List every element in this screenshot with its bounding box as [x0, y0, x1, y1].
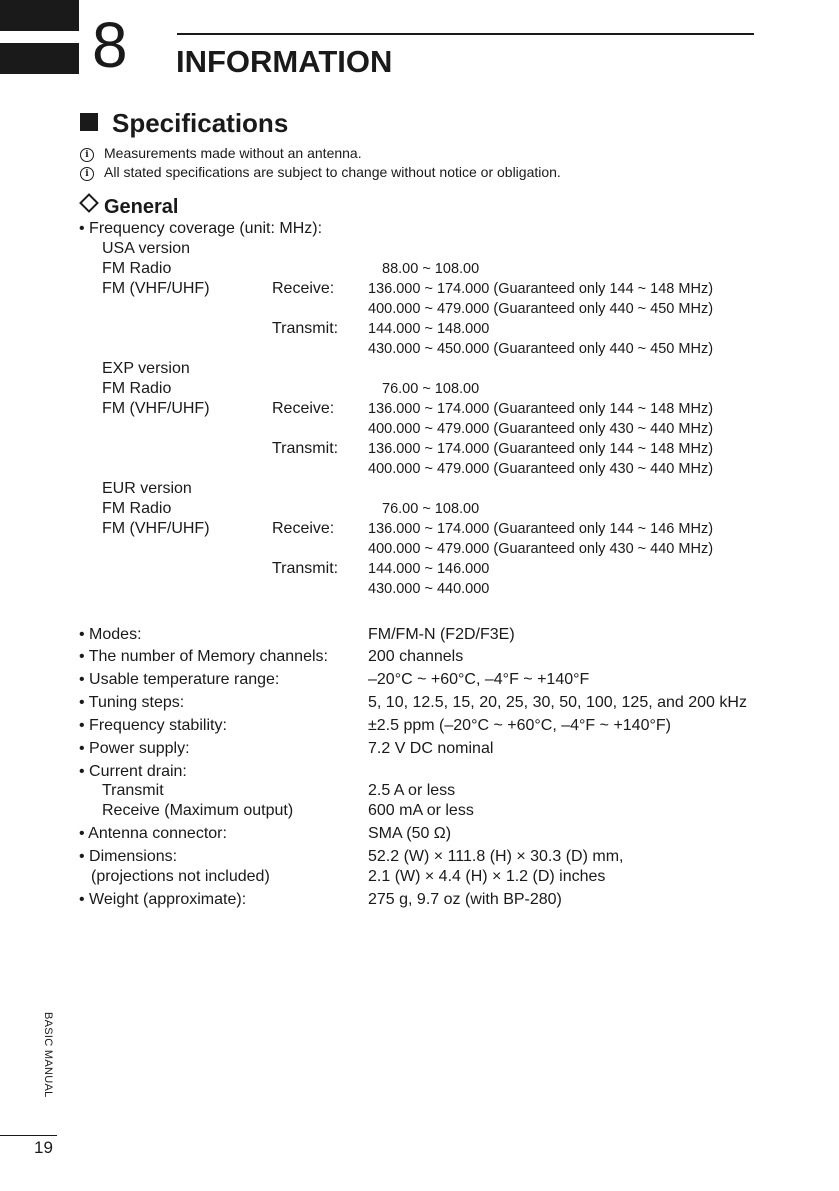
- eur-transmit-value-2: 430.000 ~ 440.000: [368, 581, 490, 597]
- side-manual-label: BASIC MANUAL: [42, 1012, 54, 1098]
- tab-block-top: [0, 0, 79, 31]
- power-supply-value: 7.2 V DC nominal: [368, 740, 494, 757]
- exp-receive-label: Receive:: [272, 400, 335, 417]
- dimensions-label: • Dimensions:: [79, 848, 178, 865]
- subsection-title-text: General: [104, 196, 179, 218]
- chapter-title: INFORMATION: [176, 44, 393, 79]
- eur-receive-value-2: 400.000 ~ 479.000 (Guaranteed only 430 ~ 440 MHz): [368, 541, 714, 557]
- tuning-steps-value: 5, 10, 12.5, 15, 20, 25, 30, 50, 100, 125, and 200 kHz: [368, 694, 747, 711]
- usa-fm-radio-value: 88.00 ~ 108.00: [382, 261, 480, 277]
- page-number: 19: [34, 1138, 53, 1157]
- antenna-connector-value: SMA (50 Ω): [368, 825, 452, 842]
- eur-receive-value-1: 136.000 ~ 174.000 (Guaranteed only 144 ~ 146 MHz): [368, 521, 714, 537]
- info-icon: i: [80, 167, 94, 181]
- usa-version-label: USA version: [102, 240, 191, 257]
- weight-value: 275 g, 9.7 oz (with BP-280): [368, 891, 562, 908]
- usa-receive-value-2: 400.000 ~ 479.000 (Guaranteed only 440 ~ 450 MHz): [368, 301, 714, 317]
- subsection-title: [80, 195, 178, 219]
- exp-transmit-value-2: 400.000 ~ 479.000 (Guaranteed only 430 ~ 440 MHz): [368, 461, 714, 477]
- title-rule: [177, 33, 754, 35]
- chapter-tab-marker: [0, 0, 79, 74]
- current-drain-receive-value: 600 mA or less: [368, 802, 474, 819]
- usa-vhf-uhf-label: FM (VHF/UHF): [102, 280, 210, 297]
- section-title-text: Specifications: [112, 108, 289, 138]
- temperature-range-value: –20°C ~ +60°C, –4°F ~ +140°F: [368, 671, 590, 688]
- antenna-connector-label: • Antenna connector:: [79, 825, 227, 842]
- page-number-rule: [0, 1135, 57, 1136]
- eur-fm-radio-label: FM Radio: [102, 500, 172, 517]
- note-text: Measurements made without an antenna.: [104, 145, 362, 161]
- frequency-stability-value: ±2.5 ppm (–20°C ~ +60°C, –4°F ~ +140°F): [368, 717, 671, 734]
- current-drain-receive-label: Receive (Maximum output): [102, 802, 294, 819]
- modes-value: FM/FM-N (F2D/F3E): [368, 626, 515, 643]
- usa-receive-value-1: 136.000 ~ 174.000 (Guaranteed only 144 ~ 148 MHz): [368, 281, 714, 297]
- usa-transmit-value-1: 144.000 ~ 148.000: [368, 321, 490, 337]
- dimensions-value-imperial: 2.1 (W) × 4.4 (H) × 1.2 (D) inches: [368, 868, 606, 885]
- current-drain-transmit-label: Transmit: [102, 782, 164, 799]
- diamond-icon: [79, 193, 99, 213]
- note-item: [80, 163, 561, 181]
- square-bullet-icon: [80, 113, 98, 131]
- eur-fm-radio-value: 76.00 ~ 108.00: [382, 501, 480, 517]
- modes-label: • Modes:: [79, 626, 142, 643]
- exp-receive-value-2: 400.000 ~ 479.000 (Guaranteed only 430 ~ 440 MHz): [368, 421, 714, 437]
- exp-version-label: EXP version: [102, 360, 190, 377]
- dimensions-value-metric: 52.2 (W) × 111.8 (H) × 30.3 (D) mm,: [368, 848, 624, 865]
- eur-vhf-uhf-label: FM (VHF/UHF): [102, 520, 210, 537]
- eur-transmit-label: Transmit:: [272, 560, 339, 577]
- current-drain-label: • Current drain:: [79, 763, 187, 780]
- tuning-steps-label: • Tuning steps:: [79, 694, 185, 711]
- note-item: [80, 144, 362, 162]
- exp-transmit-label: Transmit:: [272, 440, 339, 457]
- memory-channels-value: 200 channels: [368, 648, 464, 665]
- exp-transmit-value-1: 136.000 ~ 174.000 (Guaranteed only 144 ~ 148 MHz): [368, 441, 714, 457]
- eur-transmit-value-1: 144.000 ~ 146.000: [368, 561, 490, 577]
- usa-receive-label: Receive:: [272, 280, 335, 297]
- eur-receive-label: Receive:: [272, 520, 335, 537]
- eur-version-label: EUR version: [102, 480, 192, 497]
- weight-label: • Weight (approximate):: [79, 891, 247, 908]
- exp-fm-radio-value: 76.00 ~ 108.00: [382, 381, 480, 397]
- memory-channels-label: • The number of Memory channels:: [79, 648, 328, 665]
- chapter-number: 8: [92, 9, 128, 81]
- usa-fm-radio-label: FM Radio: [102, 260, 172, 277]
- frequency-coverage-heading: • Frequency coverage (unit: MHz):: [79, 220, 323, 237]
- usa-transmit-value-2: 430.000 ~ 450.000 (Guaranteed only 440 ~ 450 MHz): [368, 341, 714, 357]
- usa-transmit-label: Transmit:: [272, 320, 339, 337]
- exp-receive-value-1: 136.000 ~ 174.000 (Guaranteed only 144 ~ 148 MHz): [368, 401, 714, 417]
- frequency-stability-label: • Frequency stability:: [79, 717, 227, 734]
- info-icon: i: [80, 148, 94, 162]
- note-text: All stated specifications are subject to change without notice or obligation.: [104, 164, 561, 180]
- power-supply-label: • Power supply:: [79, 740, 190, 757]
- current-drain-transmit-value: 2.5 A or less: [368, 782, 456, 799]
- tab-block-bottom: [0, 43, 79, 74]
- exp-vhf-uhf-label: FM (VHF/UHF): [102, 400, 210, 417]
- temperature-range-label: • Usable temperature range:: [79, 671, 280, 688]
- section-title: [80, 107, 288, 139]
- exp-fm-radio-label: FM Radio: [102, 380, 172, 397]
- dimensions-sub-label: (projections not included): [91, 868, 270, 885]
